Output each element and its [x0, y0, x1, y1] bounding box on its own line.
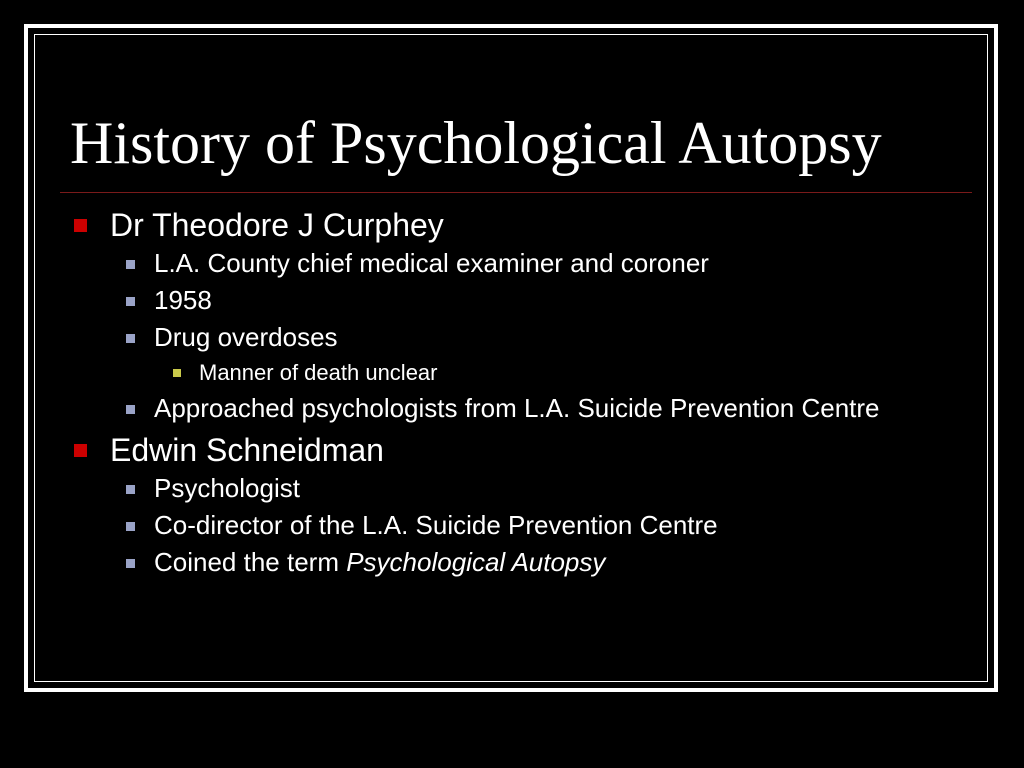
bullet-text: Co-director of the L.A. Suicide Prevention Centre: [154, 510, 718, 540]
square-bullet-icon: [126, 334, 135, 343]
square-bullet-icon: [126, 297, 135, 306]
square-bullet-icon: [74, 444, 87, 457]
square-bullet-icon: [173, 369, 181, 377]
square-bullet-icon: [126, 522, 135, 531]
square-bullet-icon: [126, 485, 135, 494]
bullet-manner-of-death: [70, 360, 950, 386]
bullet-text: Drug overdoses: [154, 322, 338, 352]
bullet-co-director: [70, 511, 950, 540]
bullet-text: Dr Theodore J Curphey: [110, 207, 444, 243]
square-bullet-icon: [74, 219, 87, 232]
bullet-coroner: [70, 249, 950, 278]
bullet-psychologist: [70, 474, 950, 503]
slide-body: [70, 206, 950, 585]
slide-title: History of Psychological Autopsy: [70, 110, 882, 176]
bullet-curphey: [70, 206, 950, 244]
bullet-coined-term: [70, 548, 950, 577]
bullet-year: [70, 286, 950, 315]
bullet-text: 1958: [154, 285, 212, 315]
bullet-text: Edwin Schneidman: [110, 432, 384, 468]
bullet-drug-overdoses: [70, 323, 950, 352]
square-bullet-icon: [126, 260, 135, 269]
bullet-schneidman: [70, 431, 950, 469]
bullet-text: Approached psychologists from L.A. Suicide Prevention Centre: [154, 393, 880, 423]
bullet-approached-psychologists: [70, 394, 950, 423]
bullet-text-prefix: Coined the term: [154, 547, 347, 577]
bullet-text: Psychologist: [154, 473, 300, 503]
title-divider: [60, 192, 972, 193]
bullet-text-emphasis: Psychological Autopsy: [346, 547, 606, 577]
bullet-text: L.A. County chief medical examiner and coroner: [154, 248, 709, 278]
bullet-text: Manner of death unclear: [199, 360, 438, 385]
square-bullet-icon: [126, 405, 135, 414]
square-bullet-icon: [126, 559, 135, 568]
